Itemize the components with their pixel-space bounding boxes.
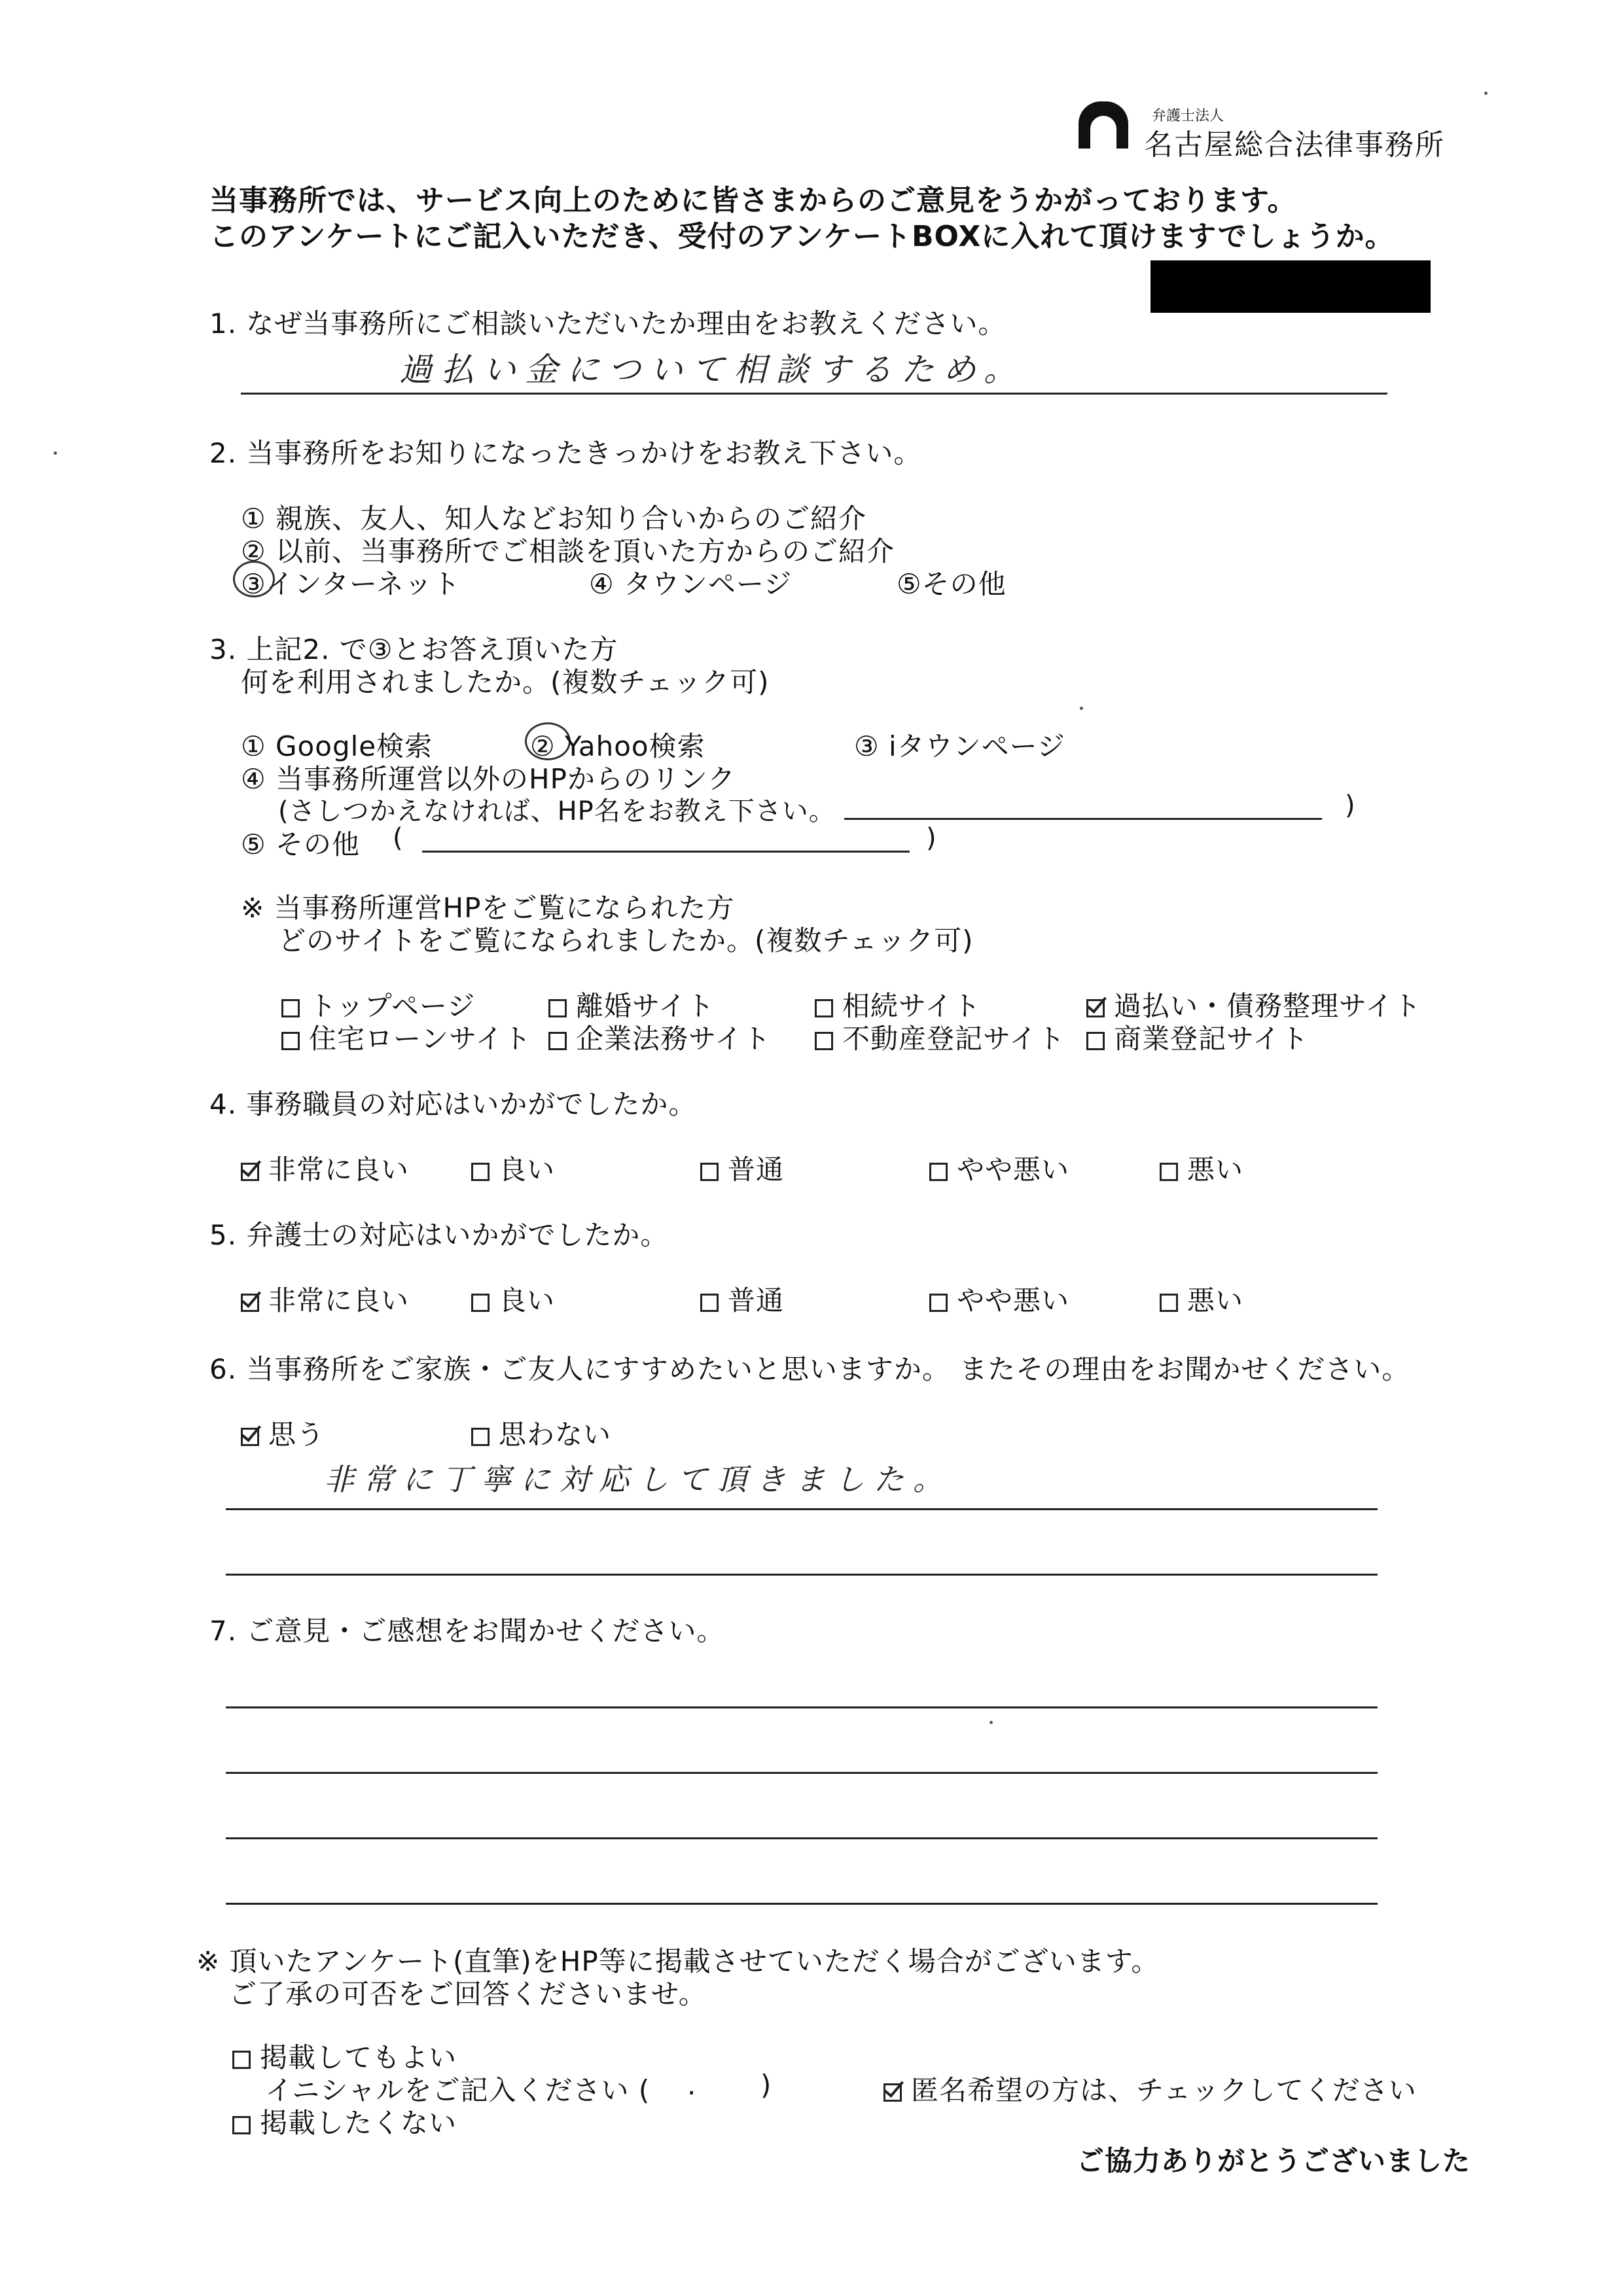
- q6-question: 6. 当事務所をご家族・ご友人にすすめたいと思いますか。 またその理由をお聞かせください。: [209, 1353, 1410, 1385]
- q3-option-4-close: ): [1345, 790, 1356, 821]
- q2-option-3: ③インターネット: [241, 568, 461, 600]
- q4-somewhat-bad-checkbox[interactable]: [929, 1163, 948, 1181]
- q5-option-bad[interactable]: 悪い: [1160, 1279, 1243, 1318]
- q3-note-line-2: どのサイトをご覧になられましたか。(複数チェック可): [278, 925, 974, 957]
- q7-question: 7. ご意見・ご感想をお聞かせください。: [209, 1615, 725, 1647]
- redacted-block: [1150, 260, 1431, 313]
- q4-question: 4. 事務職員の対応はいかがでしたか。: [209, 1088, 697, 1120]
- q6-option-no[interactable]: 思わない: [471, 1413, 611, 1453]
- q1-handwritten-answer: 過払い金について相談するため。: [399, 351, 1026, 389]
- anonymous-checkbox[interactable]: [883, 2083, 902, 2102]
- q7-answer-line-4: [226, 1903, 1378, 1905]
- site-overpayment-debt[interactable]: 過払い・債務整理サイト: [1086, 985, 1421, 1024]
- site-inheritance-checkbox[interactable]: [815, 999, 833, 1017]
- q5-option-somewhat-bad[interactable]: やや悪い: [929, 1279, 1069, 1318]
- q4-option-good[interactable]: 良い: [471, 1148, 555, 1188]
- q2-option-5: ⑤その他: [897, 568, 1007, 600]
- scan-speck: [54, 451, 57, 455]
- site-real-estate-registration-checkbox[interactable]: [815, 1032, 833, 1050]
- site-housing-loan-checkbox[interactable]: [281, 1032, 300, 1050]
- q3-option-5: ⑤ その他: [241, 828, 361, 860]
- q3-option-4-note: (さしつかえなければ、HP名をお教え下さい。: [278, 796, 836, 826]
- site-overpayment-debt-checkbox[interactable]: [1086, 999, 1105, 1017]
- firm-logo-mark: [1079, 101, 1128, 149]
- logo-subtitle: 弁護士法人: [1152, 108, 1224, 124]
- thanks-message: ご協力ありがとうございました: [1077, 2145, 1471, 2177]
- anonymous-option[interactable]: 匿名希望の方は、チェックしてください: [883, 2069, 1417, 2108]
- site-corporate-law[interactable]: 企業法務サイト: [548, 1017, 771, 1057]
- q6-answer-line-1: [226, 1508, 1378, 1510]
- q7-answer-line-3: [226, 1837, 1378, 1839]
- q3-option-itownpage: ③ iタウンページ: [854, 730, 1065, 762]
- q1-answer-line: [241, 393, 1387, 395]
- scan-speck: [990, 1721, 993, 1724]
- q2-option-1: ① 親族、友人、知人などお知り合いからのご紹介: [241, 503, 867, 535]
- q5-good-checkbox[interactable]: [471, 1294, 490, 1312]
- q6-option-yes[interactable]: 思う: [241, 1413, 325, 1453]
- q4-average-checkbox[interactable]: [700, 1163, 719, 1181]
- q4-option-somewhat-bad[interactable]: やや悪い: [929, 1148, 1069, 1188]
- initials-separator: .: [687, 2069, 697, 2101]
- q3-hp-name-line: [844, 818, 1322, 820]
- q3-other-line: [422, 851, 910, 853]
- scan-speck: [1484, 92, 1488, 95]
- publish-ng-option[interactable]: 掲載したくない: [232, 2102, 457, 2141]
- q4-option-bad[interactable]: 悪い: [1160, 1148, 1243, 1188]
- intro-line-1: 当事務所では、サービス向上のために皆さまからのご意見をうかがっております。: [209, 184, 1297, 217]
- publish-ok-option[interactable]: 掲載してもよい: [232, 2036, 457, 2075]
- q7-answer-line-2: [226, 1772, 1378, 1774]
- site-real-estate-registration[interactable]: 不動産登記サイト: [815, 1017, 1065, 1057]
- logo-firm-name: 名古屋総合法律事務所: [1144, 128, 1445, 162]
- q5-somewhat-bad-checkbox[interactable]: [929, 1294, 948, 1312]
- q4-very-good-checkbox[interactable]: [241, 1163, 259, 1181]
- site-divorce[interactable]: 離婚サイト: [548, 985, 715, 1024]
- footer-note-line-1: ※ 頂いたアンケート(直筆)をHP等に掲載させていただく場合がございます。: [196, 1945, 1160, 1977]
- q3-option-yahoo: ② Yahoo検索: [530, 730, 705, 762]
- site-commercial-registration-checkbox[interactable]: [1086, 1032, 1105, 1050]
- q2-option-4: ④ タウンページ: [589, 568, 793, 600]
- q1-question: 1. なぜ当事務所にご相談いただいたか理由をお教えください。: [209, 308, 1007, 340]
- q5-option-very-good[interactable]: 非常に良い: [241, 1279, 409, 1318]
- q7-answer-line-1: [226, 1706, 1378, 1708]
- intro-line-2: このアンケートにご記入いただき、受付のアンケートBOXに入れて頂けますでしょうか。: [209, 220, 1395, 253]
- site-divorce-checkbox[interactable]: [548, 999, 567, 1017]
- q4-option-very-good[interactable]: 非常に良い: [241, 1148, 409, 1188]
- q5-bad-checkbox[interactable]: [1160, 1294, 1178, 1312]
- site-corporate-law-checkbox[interactable]: [548, 1032, 567, 1050]
- q6-yes-checkbox[interactable]: [241, 1428, 259, 1446]
- site-housing-loan[interactable]: 住宅ローンサイト: [281, 1017, 531, 1057]
- scan-speck: [1080, 707, 1083, 710]
- q4-option-average[interactable]: 普通: [700, 1148, 784, 1188]
- q3-question-line-2: 何を利用されましたか。(複数チェック可): [241, 666, 770, 698]
- footer-note-line-2: ご了承の可否をご回答くださいませ。: [229, 1978, 707, 2010]
- q5-option-average[interactable]: 普通: [700, 1279, 784, 1318]
- q3-note-line-1: ※ 当事務所運営HPをご覧になられた方: [241, 892, 735, 924]
- q2-option-2: ② 以前、当事務所でご相談を頂いた方からのご紹介: [241, 535, 895, 567]
- initials-prompt: イニシャルをご記入ください (: [265, 2074, 651, 2106]
- initials-close: ): [760, 2069, 772, 2101]
- q2-question: 2. 当事務所をお知りになったきっかけをお教え下さい。: [209, 437, 922, 469]
- q3-option-5-open: (: [393, 823, 404, 853]
- q6-answer-line-2: [226, 1574, 1378, 1576]
- q4-bad-checkbox[interactable]: [1160, 1163, 1178, 1181]
- site-commercial-registration[interactable]: 商業登記サイト: [1086, 1017, 1309, 1057]
- q3-question-line-1: 3. 上記2. で③とお答え頂いた方: [209, 633, 618, 665]
- q3-option-google: ① Google検索: [241, 730, 433, 762]
- q3-option-5-close: ): [926, 823, 937, 853]
- q6-no-checkbox[interactable]: [471, 1428, 490, 1446]
- publish-ng-checkbox[interactable]: [232, 2116, 251, 2134]
- q5-average-checkbox[interactable]: [700, 1294, 719, 1312]
- q6-handwritten-answer: 非常に丁寧に対応して頂きました。: [324, 1462, 952, 1497]
- site-top-page-checkbox[interactable]: [281, 999, 300, 1017]
- q5-option-good[interactable]: 良い: [471, 1279, 555, 1318]
- q5-very-good-checkbox[interactable]: [241, 1294, 259, 1312]
- site-top-page[interactable]: トップページ: [281, 985, 475, 1024]
- site-inheritance[interactable]: 相続サイト: [815, 985, 981, 1024]
- publish-ok-checkbox[interactable]: [232, 2051, 251, 2069]
- q5-question: 5. 弁護士の対応はいかがでしたか。: [209, 1219, 669, 1251]
- q3-option-4: ④ 当事務所運営以外のHPからのリンク: [241, 763, 736, 795]
- q4-good-checkbox[interactable]: [471, 1163, 490, 1181]
